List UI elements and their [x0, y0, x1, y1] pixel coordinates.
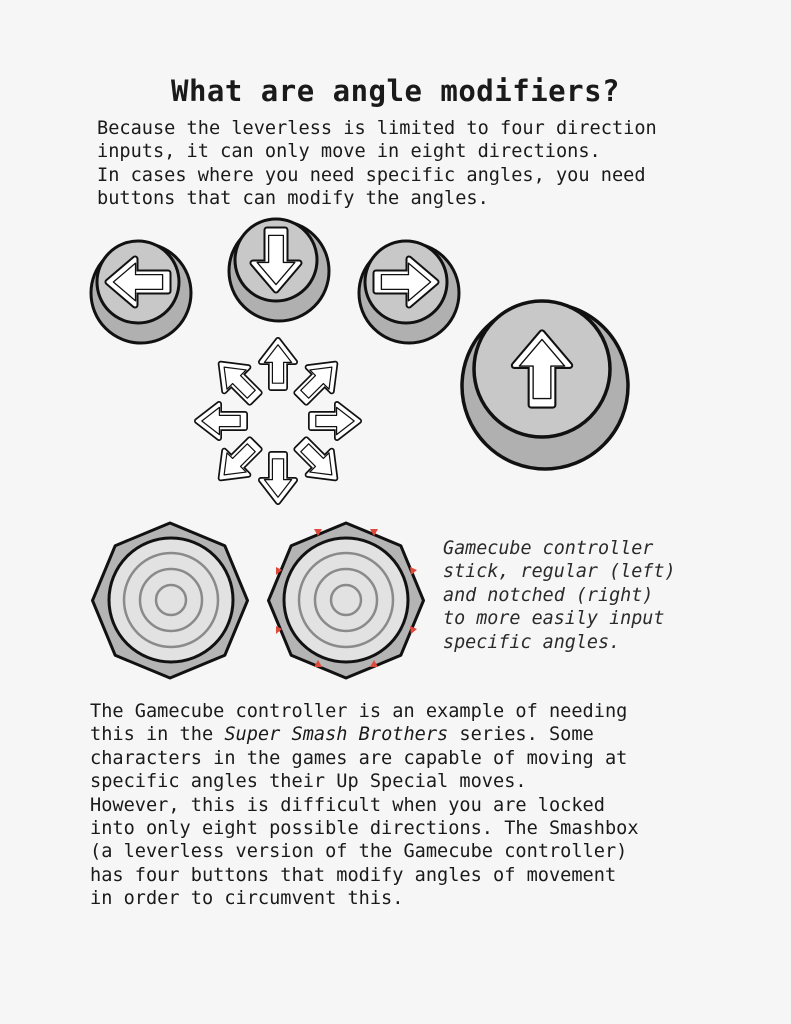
body-line: into only eight possible directions. The Smashbox	[90, 818, 639, 840]
arrow-down-left-icon	[209, 432, 267, 490]
notched-stick	[269, 523, 424, 678]
regular-stick	[93, 523, 248, 678]
intro-line: inputs, it can only move in eight directions.	[97, 141, 601, 163]
arrow-up-icon	[261, 340, 295, 388]
right-button	[359, 241, 459, 343]
body-line-text: this in the	[90, 724, 225, 746]
caption-line: to more easily input	[443, 608, 665, 630]
body-line-text: series. Some	[448, 724, 594, 746]
series-title: Super Smash Brothers	[224, 724, 449, 746]
intro-line: Because the leverless is limited to four direction	[97, 118, 657, 139]
caption-line: stick, regular (left)	[443, 561, 676, 583]
body-line: However, this is difficult when you are locked	[90, 794, 605, 816]
body-line: has four buttons that modify angles of movement	[90, 864, 617, 886]
body-line: in order to circumvent this.	[90, 888, 404, 910]
intro-line: buttons that can modify the angles.	[97, 188, 489, 210]
arrow-up-left-icon	[209, 352, 267, 410]
arrow-left-icon	[197, 404, 245, 438]
caption-line: specific angles.	[443, 631, 621, 653]
left-button	[91, 241, 191, 343]
stick-caption	[443, 537, 743, 654]
body-line: characters in the games are capable of moving at	[90, 747, 628, 769]
up-button	[462, 301, 628, 469]
body-paragraph	[90, 700, 750, 911]
caption-line: Gamecube controller	[443, 538, 654, 559]
intro-line: In cases where you need specific angles, you need	[97, 164, 646, 186]
eight-direction-arrows-icon	[197, 340, 359, 502]
page-title: What are angle modifiers?	[171, 74, 620, 108]
body-line	[90, 723, 750, 746]
arrow-down-right-icon	[289, 432, 347, 490]
caption-line: and notched (right)	[443, 584, 654, 606]
body-line: The Gamecube controller is an example of needing	[90, 701, 628, 722]
body-line: specific angles their Up Special moves.	[90, 771, 527, 793]
arrow-down-icon	[261, 454, 295, 502]
arrow-right-icon	[311, 404, 359, 438]
down-button	[229, 219, 329, 321]
arrow-up-right-icon	[289, 352, 347, 410]
body-line: (a leverless version of the Gamecube controller)	[90, 841, 628, 863]
